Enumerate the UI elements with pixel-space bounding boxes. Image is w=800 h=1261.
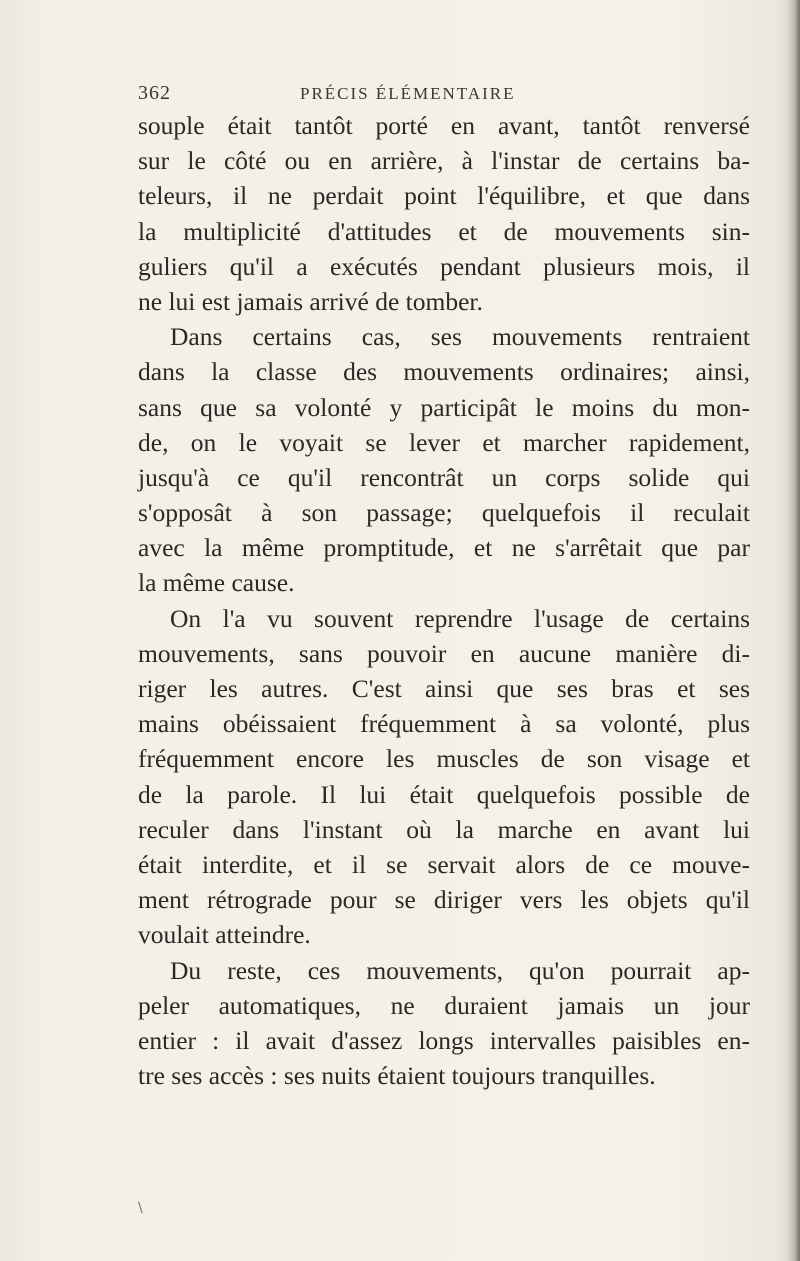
paragraph: [138, 319, 750, 601]
text-line: sans que sa volonté y participât le moins du mon-: [138, 392, 750, 422]
text-line: teleurs, il ne perdait point l'équilibre, et que dans: [138, 181, 750, 211]
text-line: peler automatiques, ne duraient jamais un jour: [138, 990, 750, 1020]
text-line: Dans certains cas, ses mouvements rentraient: [170, 322, 750, 352]
text-line: guliers qu'il a exécutés pendant plusieurs mois, il: [138, 251, 750, 281]
text-line: reculer dans l'instant où la marche en avant lui: [138, 814, 750, 844]
text-line: la multiplicité d'attitudes et de mouvements sin-: [138, 216, 750, 246]
text-line: ne lui est jamais arrivé de tomber.: [138, 286, 483, 316]
paragraph: [138, 601, 750, 953]
text-line: jusqu'à ce qu'il rencontrât un corps solide qui: [138, 462, 750, 492]
text-line: la même cause.: [138, 568, 295, 598]
text-line: s'opposât à son passage; quelquefois il reculait: [138, 498, 750, 528]
paragraph: [138, 108, 750, 319]
text-line: fréquemment encore les muscles de son visage et: [138, 744, 750, 774]
page-header: [138, 82, 738, 108]
text-line: sur le côté ou en arrière, à l'instar de certains ba-: [138, 146, 750, 176]
text-line: était interdite, et il se servait alors de ce mouve-: [138, 849, 750, 879]
text-line: dans la classe des mouvements ordinaires; ainsi,: [138, 357, 750, 387]
text-line: mouvements, sans pouvoir en aucune manière di-: [138, 638, 750, 668]
text-line: ment rétrograde pour se diriger vers les objets qu'il: [138, 885, 750, 915]
text-line: de, on le voyait se lever et marcher rapidement,: [138, 427, 750, 457]
page-edge-shadow: [786, 0, 800, 1261]
text-line: avec la même promptitude, et ne s'arrêtait que par: [138, 533, 750, 563]
text-line: voulait atteindre.: [138, 920, 311, 950]
text-line: Du reste, ces mouvements, qu'on pourrait ap-: [170, 955, 750, 985]
text-line: mains obéissaient fréquemment à sa volonté, plus: [138, 709, 750, 739]
body-text: [138, 108, 750, 1093]
text-line: de la parole. Il lui était quelquefois possible de: [138, 779, 750, 809]
text-line: riger les autres. C'est ainsi que ses bras et ses: [138, 674, 750, 703]
text-line: tre ses accès : ses nuits étaient toujours tranquilles.: [138, 1061, 656, 1091]
page-number: 362: [138, 82, 171, 104]
running-head: PRÉCIS ÉLÉMENTAIRE: [300, 84, 516, 103]
text-line: entier : il avait d'assez longs intervalles paisibles en-: [138, 1025, 750, 1055]
text-line: On l'a vu souvent reprendre l'usage de certains: [170, 603, 750, 633]
text-line: souple était tantôt porté en avant, tantôt renversé: [138, 111, 750, 140]
paragraph: [138, 953, 750, 1094]
stray-ink-mark: \: [138, 1200, 143, 1216]
